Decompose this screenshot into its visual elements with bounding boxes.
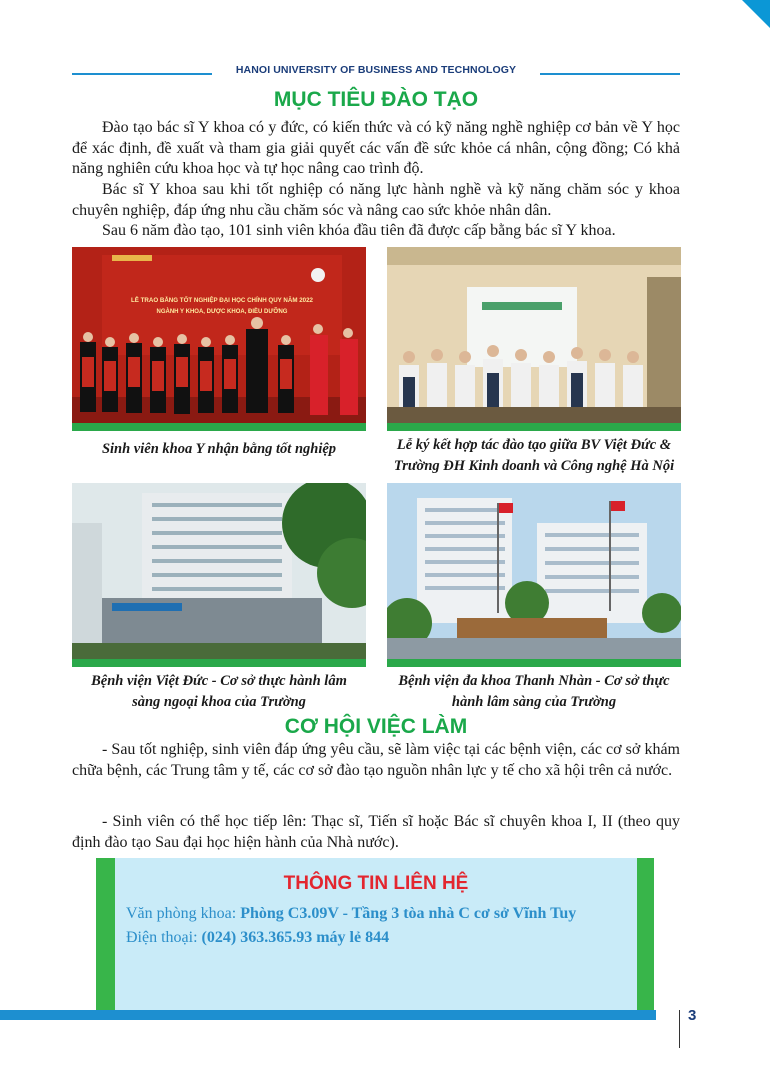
job-opportunities-title: CƠ HỘI VIỆC LÀM (284, 715, 468, 738)
contact-office: Văn phòng khoa: Phòng C3.09V - Tầng 3 tòa nhà C cơ sở Vĩnh Tuy (126, 905, 577, 922)
graduation-caption: Sinh viên khoa Y nhận bằng tốt nghiệp (101, 441, 337, 457)
thanh-nhan-hospital-photo (387, 483, 681, 667)
signing-ceremony-photo (387, 247, 681, 431)
graduation-ceremony-photo (72, 247, 366, 431)
signing-caption: Lễ ký kết hợp tác đào tạo giữa BV Việt Đức & Trường ĐH Kinh doanh và Công nghệ Hà Nội (393, 437, 675, 474)
page-number: 3 (688, 1007, 697, 1024)
training-paragraph-2: Bác sĩ Y khoa sau khi tốt nghiệp có năng lực hành nghề và kỹ năng chăm sóc y khoa chuyên nghiệp, đáp ứng nhu cầu chăm sóc và nâng cao sức khỏe nhân dân. (72, 181, 680, 219)
training-goals-title: MỤC TIÊU ĐÀO TẠO (273, 88, 479, 111)
header-university-name: HANOI UNIVERSITY OF BUSINESS AND TECHNOLOGY (235, 64, 517, 76)
contact-title: THÔNG TIN LIÊN HỆ (283, 873, 469, 894)
footer-bar (0, 1010, 656, 1020)
training-paragraph-3: Sau 6 năm đào tạo, 101 sinh viên khóa đầu tiên đã được cấp bằng bác sĩ Y khoa. (102, 222, 616, 239)
viet-duc-hospital-photo (72, 483, 366, 667)
banner-title: LỄ TRAO BẰNG TỐT NGHIỆP ĐẠI HỌC CHÍNH QUY NĂM 2022 (131, 297, 313, 304)
contact-phone: Điện thoại: (024) 363.365.93 máy lẻ 844 (126, 929, 390, 946)
jobs-paragraph-2: - Sinh viên có thể học tiếp lên: Thạc sĩ, Tiến sĩ hoặc Bác sĩ chuyên khoa I, II (theo quy định đào tạo Sau đại học hiện hành của Nhà nước). (72, 813, 680, 851)
page-number-divider (679, 1010, 680, 1048)
thanh-nhan-caption: Bệnh viện đa khoa Thanh Nhàn - Cơ sở thực hành lâm sàng của Trường (398, 673, 670, 710)
jobs-paragraph-1: - Sau tốt nghiệp, sinh viên đáp ứng yêu cầu, sẽ làm việc tại các bệnh viện, các cơ sở khám chữa bệnh, các Trung tâm y tế, các cơ sở đào tạo nguồn nhân lực y tế cho xã hội trên cả nước. (72, 741, 680, 779)
banner-subtitle: NGÀNH Y KHOA, DƯỢC KHOA, ĐIỀU DƯỠNG (156, 309, 288, 315)
corner-decoration (742, 0, 770, 28)
viet-duc-caption: Bệnh viện Việt Đức - Cơ sở thực hành lâm sàng ngoại khoa của Trường (91, 673, 347, 710)
header-rule-left (72, 73, 212, 75)
header-rule-right (540, 73, 680, 75)
training-paragraph-1: Đào tạo bác sĩ Y khoa có y đức, có kiến thức và có kỹ năng nghề nghiệp cơ bản về Y học để xác định, đề xuất và tham gia giải quyết các vấn đề sức khỏe cá nhân, cộng đồng; Có khả năng nghiên cứu khoa học và tự học nâng cao trình độ. (72, 119, 680, 177)
